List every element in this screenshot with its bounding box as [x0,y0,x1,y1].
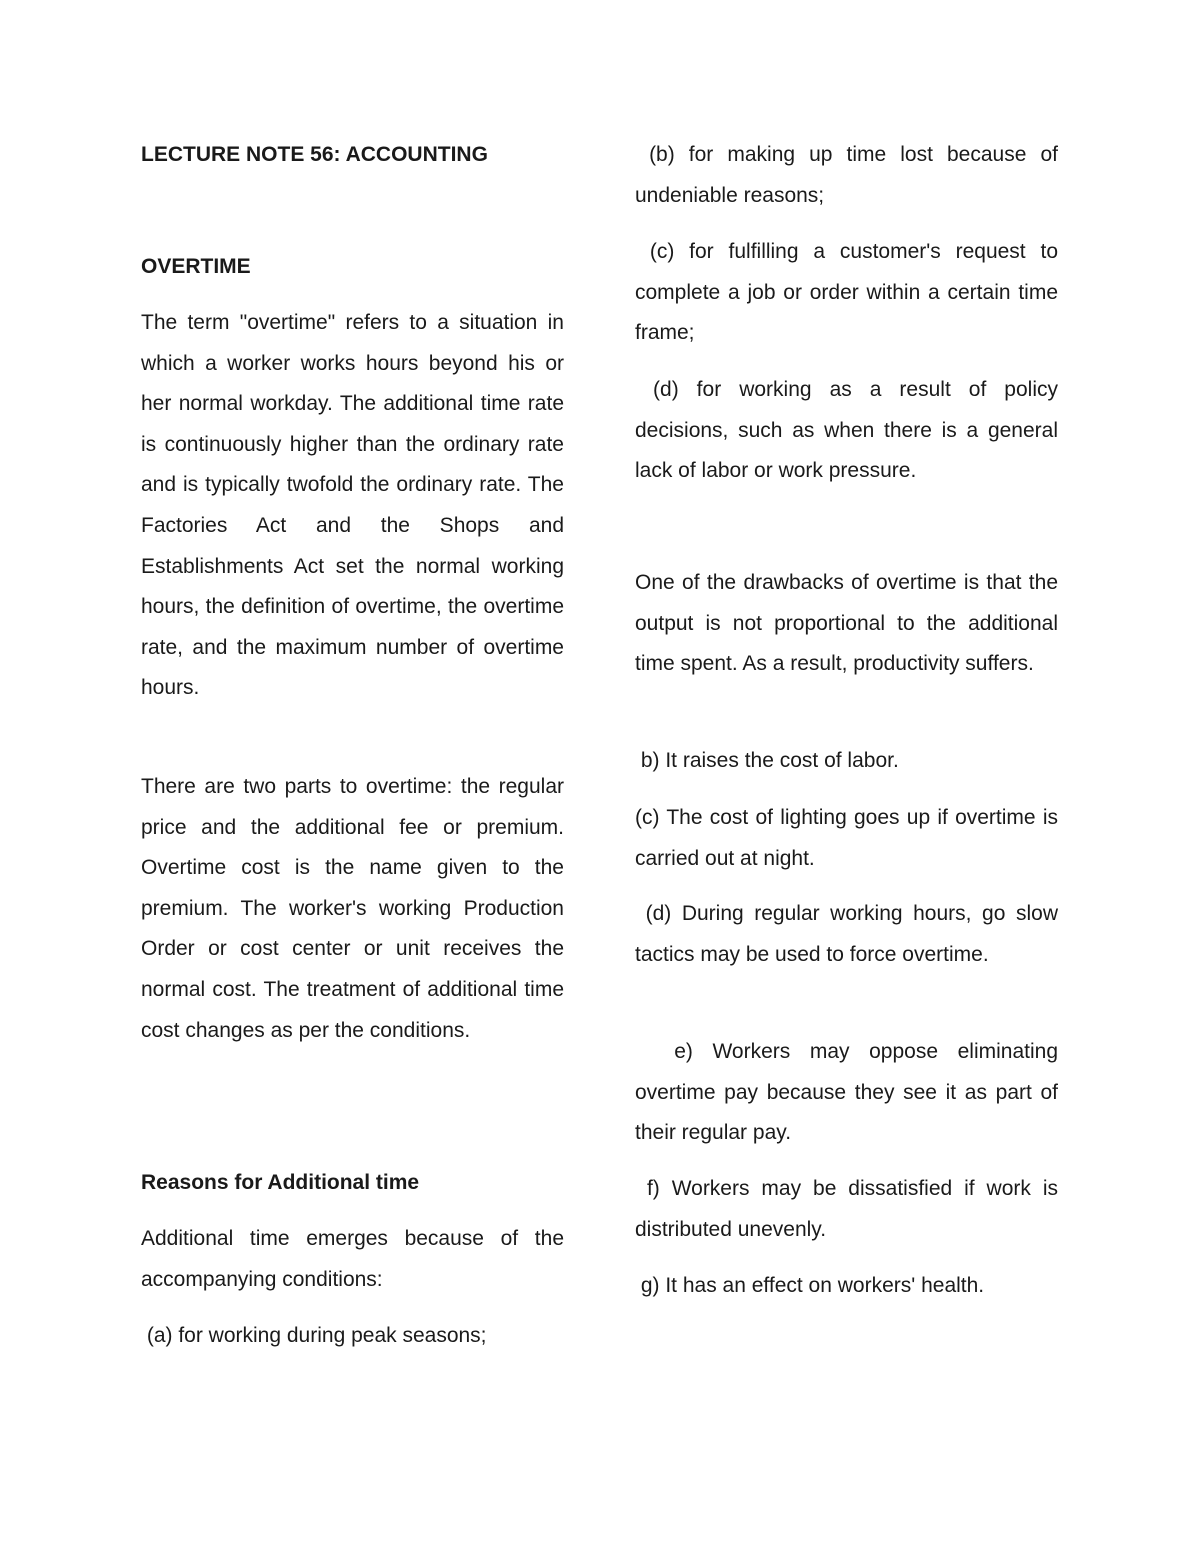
heading-reasons: Reasons for Additional time [141,1171,420,1194]
drawback-e: e) Workers may oppose eliminating overtime pay because they see it as part of their regular pay. [635,1040,1064,1145]
reason-a: (a) for working during peak seasons; [141,1324,487,1347]
paragraph-overtime-parts: There are two parts to overtime: the regular price and the additional fee or premium. Overtime cost is the name given to the premium. The worker's working Production Order or cost center or unit receives the normal cost. The treatment of additional time cost changes as per the conditions. [141,775,564,1042]
document-title: LECTURE NOTE 56: ACCOUNTING [141,143,488,166]
reason-d: (d) for working as a result of policy decisions, such as when there is a general lack of labor or work pressure. [635,378,1064,483]
drawback-d: (d) During regular working hours, go slow tactics may be used to force overtime. [635,902,1064,966]
heading-overtime: OVERTIME [141,255,251,278]
reason-c: (c) for fulfilling a customer's request to complete a job or order within a certain time frame; [635,240,1064,345]
paragraph-overtime-definition: The term "overtime" refers to a situation in which a worker works hours beyond his or her normal workday. The additional time rate is continuously higher than the ordinary rate and is typically twofold the ordinary rate. The Factories Act and the Shops and Establishments Act set the normal working hours, the definition of overtime, the overtime rate, and the maximum number of overtime hours. [141,311,564,700]
drawback-g: g) It has an effect on workers' health. [635,1274,985,1297]
drawback-b: b) It raises the cost of labor. [635,749,899,772]
drawback-c: (c) The cost of lighting goes up if overtime is carried out at night. [635,806,1058,870]
drawback-f: f) Workers may be dissatisfied if work is distributed unevenly. [635,1177,1064,1241]
paragraph-drawbacks: One of the drawbacks of overtime is that the output is not proportional to the additional time spent. As a result, productivity suffers. [635,571,1058,676]
reason-b: (b) for making up time lost because of undeniable reasons; [635,143,1064,207]
paragraph-reasons-intro: Additional time emerges because of the accompanying conditions: [141,1227,564,1291]
